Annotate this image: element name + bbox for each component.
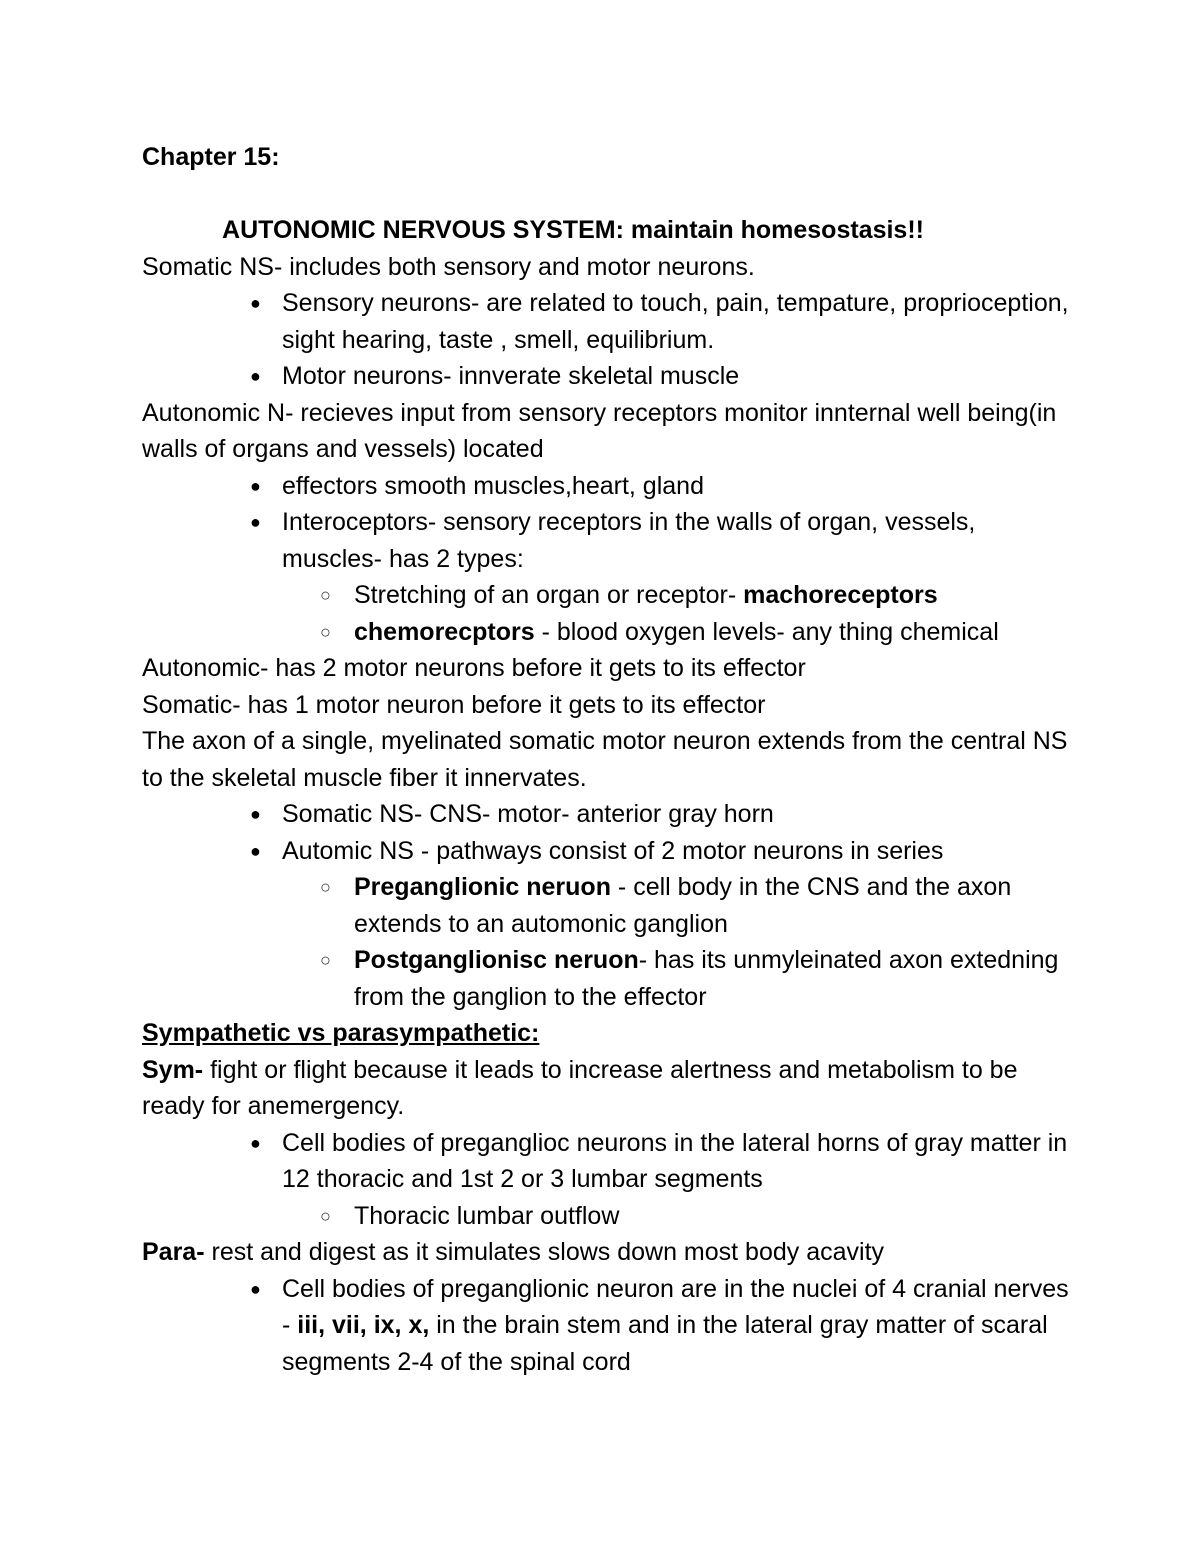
list-item-text: - cell body in the CNS and the axon extends to an automonic ganglion	[354, 873, 1012, 938]
list-item	[142, 796, 1072, 833]
term-machoreceptors: machoreceptors	[743, 581, 938, 609]
sub-list-item	[142, 614, 1072, 651]
bullet-icon: ●	[250, 512, 261, 532]
text-line: The axon of a single, myelinated somatic motor neuron extends from the central NS to the skeletal muscle fiber it innervates.	[142, 727, 1068, 792]
sub-list-item	[142, 942, 1072, 1015]
list-item-text: - has its unmyleinated axon extedning from the ganglion to the effector	[354, 946, 1059, 1011]
list-item-text: Stretching of an organ or receptor-	[354, 581, 744, 609]
hollow-bullet-icon: ○	[320, 1205, 331, 1226]
cranial-nerves: iii, vii, ix, x,	[297, 1311, 430, 1339]
sym-list	[142, 1125, 1072, 1235]
bullet-icon: ●	[250, 293, 261, 313]
hollow-bullet-icon: ○	[320, 621, 331, 642]
document-content	[142, 139, 1072, 1380]
list-item-text: effectors smooth muscles,heart, gland	[282, 471, 704, 500]
hollow-bullet-icon: ○	[320, 877, 331, 897]
para-label: Para-	[142, 1238, 205, 1266]
list-item-text: Somatic NS- CNS- motor- anterior gray horn	[282, 800, 774, 828]
somatic-intro: Somatic NS- includes both sensory and motor neurons.	[142, 252, 755, 281]
blank-line	[142, 176, 1072, 213]
hollow-bullet-icon: ○	[320, 950, 331, 970]
list-item-text: Automic NS - pathways consist of 2 motor neurons in series	[282, 836, 944, 865]
list-item-text: Thoracic lumbar outflow	[354, 1201, 620, 1230]
para-text: rest and digest as it simulates slows down most body acavity	[204, 1238, 885, 1266]
sub-list-item	[142, 869, 1072, 942]
para-paragraph	[142, 1234, 1072, 1271]
term-preganglionic: Preganglionic neruon	[354, 873, 611, 901]
sub-list-item	[142, 577, 1072, 614]
term-postganglionic: Postganglionisc neruon	[354, 946, 639, 974]
bullet-icon: ●	[250, 366, 261, 386]
term-chemoreceptors: chemorecptors	[354, 617, 535, 646]
list-item	[142, 1125, 1072, 1198]
list-item-text: Cell bodies of preganglioc neurons in the lateral horns of gray matter in 12 thoracic and 1st 2 or 3 lumbar segments	[282, 1128, 1068, 1193]
bullet-icon: ●	[250, 840, 261, 861]
list-item	[142, 833, 1072, 870]
page-title: AUTONOMIC NERVOUS SYSTEM: maintain homesostasis!!	[222, 216, 924, 244]
bullet-icon: ●	[250, 1132, 261, 1153]
bullet-icon: ●	[250, 475, 261, 496]
bullet-icon: ●	[250, 804, 261, 824]
para-list	[142, 1271, 1072, 1381]
sym-text: fight or flight because it leads to increase alertness and metabolism to be ready for anemergency.	[142, 1055, 1018, 1120]
list-item-text: - blood oxygen levels- any thing chemical	[534, 617, 999, 646]
list-item	[142, 468, 1072, 505]
text-line: Autonomic- has 2 motor neurons before it gets to its effector	[142, 654, 806, 682]
chapter-heading: Chapter 15:	[142, 143, 280, 171]
bullet-icon: ●	[250, 1278, 261, 1299]
text-line: Somatic- has 1 motor neuron before it gets to its effector	[142, 690, 766, 719]
list-item	[142, 285, 1072, 358]
autonomic-list	[142, 468, 1072, 651]
list-item	[142, 358, 1072, 395]
list-item-text: Sensory neurons- are related to touch, pain, tempature, proprioception, sight hearing, taste , smell, equilibrium.	[282, 289, 1069, 354]
somatic-list	[142, 285, 1072, 395]
sym-paragraph	[142, 1052, 1072, 1125]
list-item	[142, 1271, 1072, 1381]
list-item-text: Motor neurons- innverate skeletal muscle	[282, 362, 740, 390]
sub-list-item	[142, 1198, 1072, 1235]
section-heading: Sympathetic vs parasympathetic:	[142, 1019, 540, 1047]
sym-label: Sym-	[142, 1055, 204, 1084]
pathway-list	[142, 796, 1072, 1015]
hollow-bullet-icon: ○	[320, 585, 331, 605]
list-item-text: in the brain stem and in the lateral gray matter of scaral segments 2-4 of the spinal cord	[282, 1311, 1048, 1376]
list-item-text: Interoceptors- sensory receptors in the walls of organ, vessels, muscles- has 2 types:	[282, 508, 976, 573]
list-item	[142, 504, 1072, 577]
list-item-text: Cell bodies of preganglionic neuron are in the nuclei of 4 cranial nerves -	[282, 1274, 1069, 1339]
autonomic-intro: Autonomic N- recieves input from sensory receptors monitor innternal well being(in walls of organs and vessels) located	[142, 398, 1057, 463]
